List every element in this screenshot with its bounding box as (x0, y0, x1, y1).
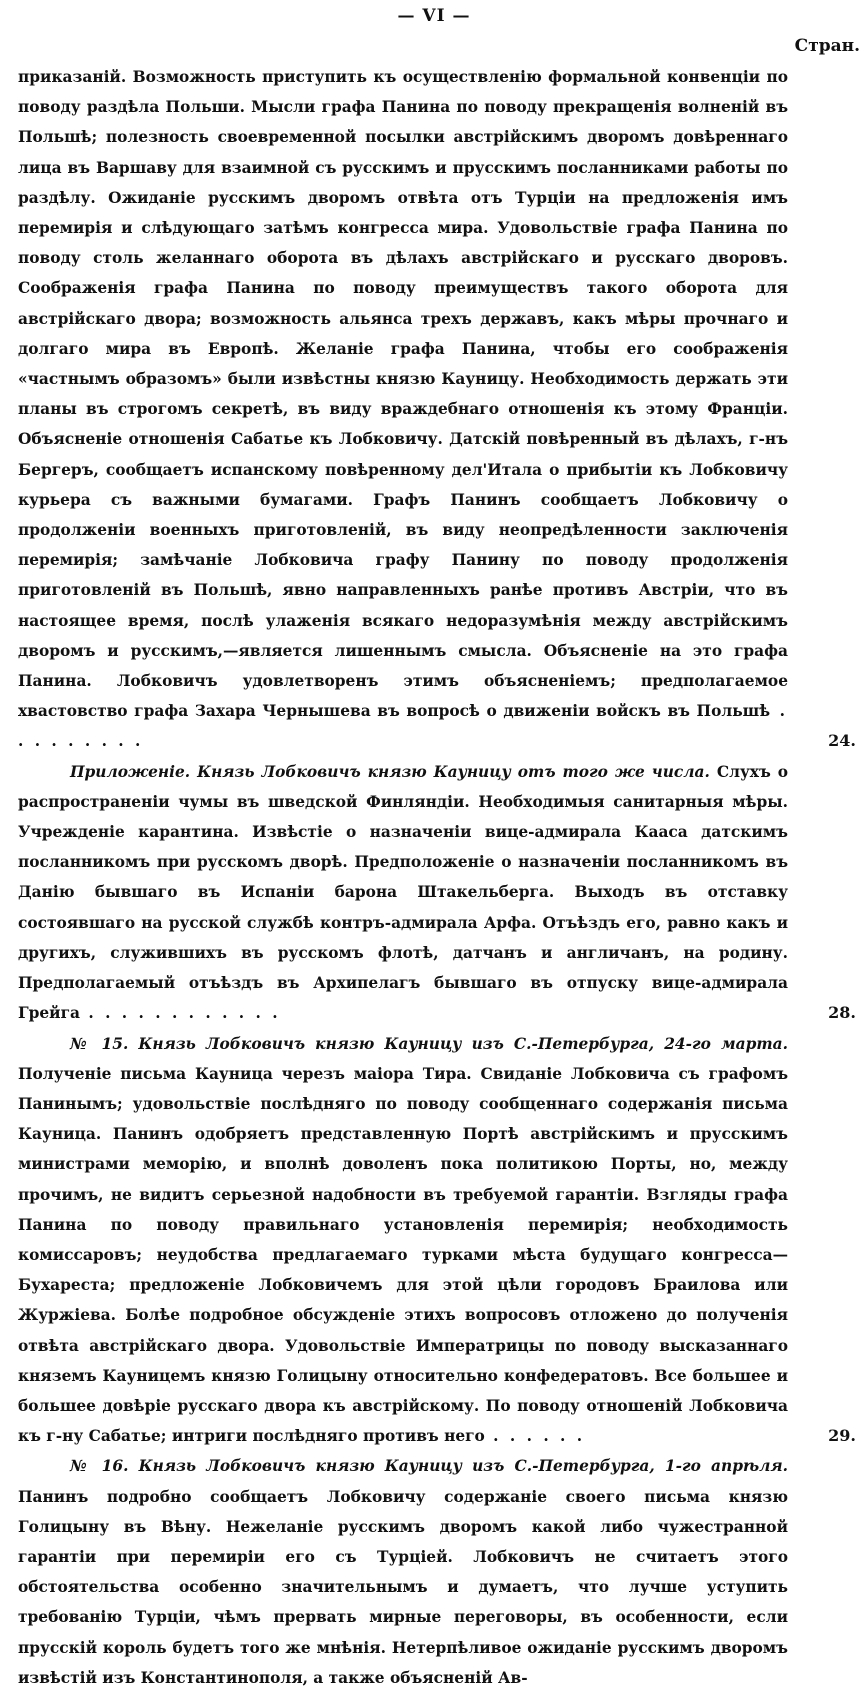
column-label: Стран. (794, 36, 860, 56)
entry-text: приказаній. Возможность приступить къ осуществленію формальной конвенціи по поводу раздѣла Польши. Мысли графа Панина по поводу прекращенія волненій въ Польшѣ; полезность своевременной посылки австрійскимъ дворомъ довѣреннаго лица въ Варшаву для взаимной съ русскимъ и прусскимъ посланниками работы по раздѣлу. Ожиданіе русскимъ дворомъ отвѣта отъ Турціи на предложенія имъ перемирія и слѣдующаго затѣмъ конгресса мира. Удовольствіе графа Панина по поводу столь желаннаго оборота въ дѣлахъ австрійскаго и русскаго дворовъ. Соображенія графа Панина по поводу преимуществъ такого оборота для австрійскаго двора; возможность альянса трехъ державъ, какъ мѣры прочнаго и долгаго мира въ Европѣ. Желаніе графа Панина, чтобы его соображенія «частнымъ образомъ» были извѣстны князю Кауницу. Необходимость держать эти планы въ строгомъ секретѣ, въ виду враждебнаго отношенія къ этому Франціи. Объясненіе отношенія Сабатье къ Лобковичу. Датскій повѣренный въ дѣлахъ, г-нъ Бергеръ, сообщаетъ испанскому повѣренному дел'Итала о прибытіи къ Лобковичу курьера съ важными бумагами. Графъ Панинъ сообщаетъ Лобковичу о продолженіи военныхъ приготовленій, въ виду неопредѣленности заключенія перемирія; замѣчаніе Лобковича графу Панину по поводу продолженія приготовленій въ Польшѣ, явно направленныхъ ранѣе противъ Австріи, что въ настоящее время, послѣ улаженія всякаго недоразумѣнія между австрійскимъ дворомъ и русскимъ,—является лишеннымъ смысла. Объясненіе на это графа Панина. Лобковичъ удовлетворенъ этимъ объясненіемъ; предполагаемое хвастовство графа Захара Чернышева въ вопросѣ о движеніи войскъ въ Польшѣ (18, 68, 788, 721)
page-number: 28. (828, 1003, 856, 1023)
entry-heading: № 16. Князь Лобковичъ князю Кауницу изъ С.-Петербурга, 1-го апрѣля. (70, 1457, 788, 1476)
entry-heading: Приложеніе. Князь Лобковичъ князю Кауницу отъ того же числа. (70, 762, 710, 781)
page-number: 29. (828, 1426, 856, 1446)
entry-paragraph (18, 1029, 856, 1452)
entry-text: Полученіе письма Кауница черезъ маіора Тира. Свиданіе Лобковича съ графомъ Панинымъ; удовольствіе послѣдняго по поводу сообщеннаго содержанія письма Кауница. Панинъ одобряетъ представленную Портѣ австрійскимъ и прусскимъ министрами меморію, и вполнѣ доволенъ пока политикою Порты, но, между прочимъ, не видитъ серьезной надобности въ требуемой гарантіи. Взгляды графа Панина по поводу правильнаго установленія перемирія; необходимость комиссаровъ; неудобства предлагаемаго турками мѣста будущаго конгресса—Бухареста; предложеніе Лобковичемъ для этой цѣли городовъ Браилова или Журжіева. Болѣе подробное обсужденіе этихъ вопросовъ отложено до полученія отвѣта австрійскаго двора. Удовольствіе Императрицы по поводу высказаннаго княземъ Кауницемъ князю Голицыну относительно конфедератовъ. Все большее и большее довѣріе русскаго двора къ австрійскому. По поводу отношеній Лобковича къ г-ну Сабатье; интриги послѣдняго противъ него (18, 1064, 788, 1446)
leader-dots: . . . . . . (484, 1427, 586, 1446)
entry-paragraph (18, 62, 856, 757)
entry-paragraph (18, 1451, 788, 1693)
entry-paragraph (18, 757, 856, 1029)
page-number: 24. (828, 731, 856, 751)
leader-dots: . . . . . . . . . . . . (80, 1004, 281, 1023)
leader-dots: . . . . . . . . . (18, 702, 788, 751)
entry-text: Слухъ о распространеніи чумы въ шведской Финляндіи. Необходимыя санитарныя мѣры. Учрежденіе карантина. Извѣстіе о назначеніи вице-адмирала Кааса датскимъ посланникомъ при русскомъ дворѣ. Предположеніе о назначеніи посланникомъ въ Данію бывшаго въ Испаніи барона Штакельберга. Выходъ въ отставку состоявшаго на русской службѣ контръ-адмирала Арфа. Отъѣздъ его, равно какъ и другихъ, служившихъ въ русскомъ флотѣ, датчанъ и англичанъ, на родину. Предполагаемый отъѣздъ въ Архипелагъ бывшаго въ отпуску вице-адмирала Грейга (18, 762, 788, 1023)
entry-heading: № 15. Князь Лобковичъ князю Кауницу изъ С.-Петербурга, 24-го марта. (70, 1034, 788, 1053)
entry-text: Панинъ подробно сообщаетъ Лобковичу содержаніе своего письма князю Голицыну въ Вѣну. Нежеланіе русскимъ дворомъ какой либо чужестранной гарантіи при перемиріи его съ Турціей. Лобковичъ не считаетъ этого обстоятельства особенно значительнымъ и думаетъ, что лучше уступить требованію Турціи, чѣмъ прервать мирные переговоры, въ особенности, если прусскій король будетъ того же мнѣнія. Нетерпѣливое ожиданіе русскимъ дворомъ извѣстій изъ Константинополя, а также объясненій Ав- (18, 1487, 788, 1687)
table-of-contents-text (18, 62, 856, 1693)
page-marker: — VI — (397, 6, 471, 26)
